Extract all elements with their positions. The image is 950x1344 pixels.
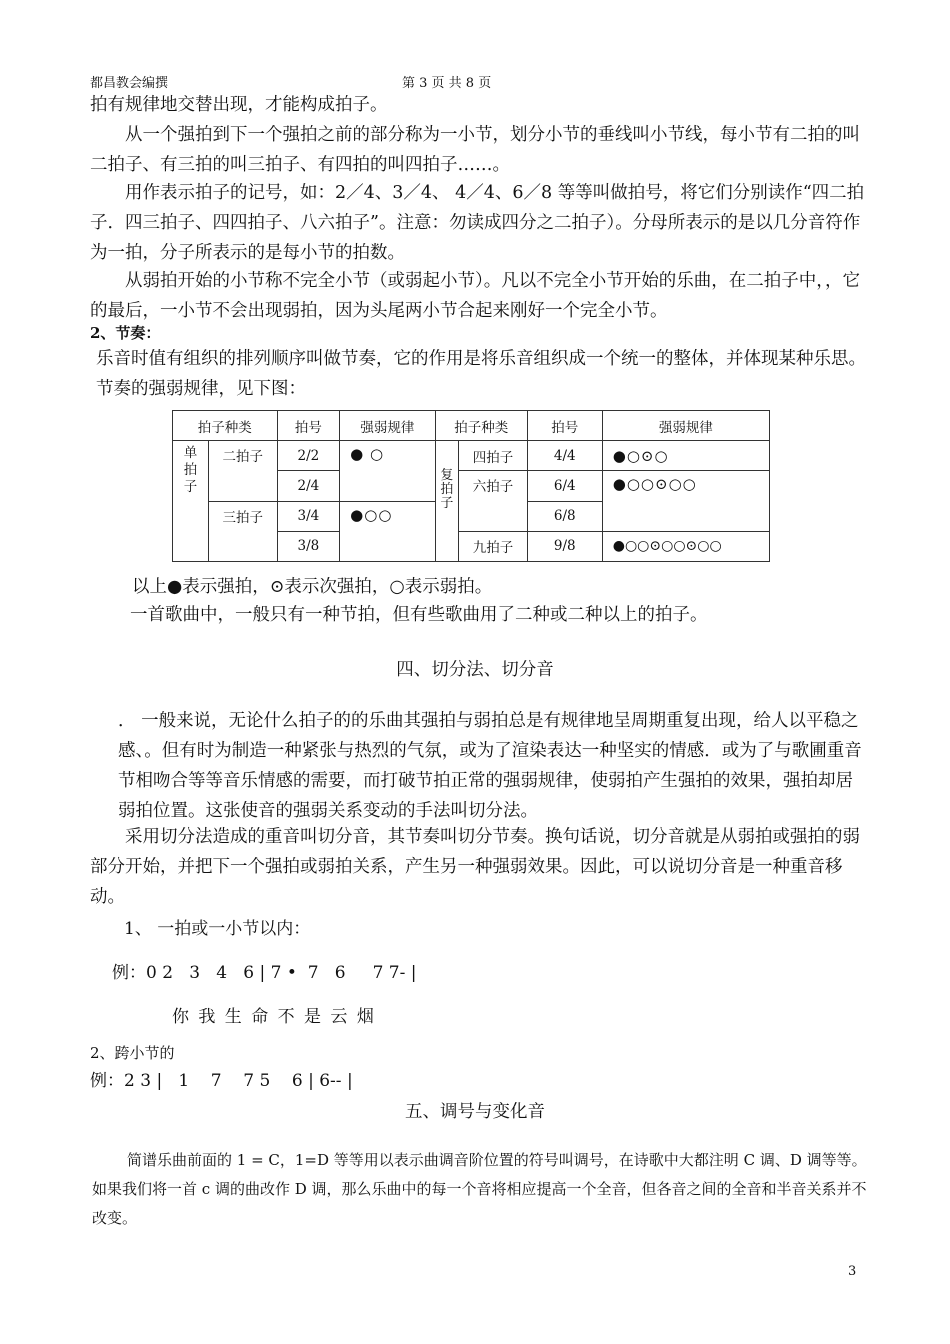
paragraph: 拍有规律地交替出现，才能构成拍子。 xyxy=(90,95,388,115)
beat-pattern: ●○○⊙○○ xyxy=(602,471,769,531)
nine-beat-label: 九拍子 xyxy=(459,531,528,561)
time-signature: 6/8 xyxy=(527,501,602,531)
paragraph: 一首歌曲中，一般只有一种节拍，但有些歌曲用了二种或二种以上的拍子。 xyxy=(130,605,708,625)
paragraph: ． 一般来说，无论什么拍子的的乐曲其强拍与弱拍总是有规律地呈周期重复出现，给人以平稳之感、。但有时为制造一种紧张与热烈的气氛，或为了渲染表达一种坚实的情感．或为了与歌圃重音节相吻合等等音乐情感的需要，而打破节拍正常的强弱规律，使弱拍产生强拍的效果，强拍却居弱拍位置。这张使音的强弱关系变动的手法叫切分法。 xyxy=(118,711,862,821)
legend: 以上●表示强拍，⊙表示次强拍，○表示弱拍。 xyxy=(132,577,493,597)
notation-example-1: 例：0 2 3 4 6 | 7 • 7 6 7 7- | xyxy=(112,963,417,983)
paragraph: 用作表示拍子的记号，如：2／4、3／4、 4／4、6／8 等等叫做拍号，将它们分别读作“四二拍子．四三拍子、四四拍子、八六拍子”。注意：勿读成四分之二拍子）。分母所表示的是以几分音符作为一拍，分子所表示的是每小节的拍数。 xyxy=(90,183,865,263)
beat-table xyxy=(172,410,770,562)
time-signature: 2/4 xyxy=(277,471,340,501)
list-item: 1、 一拍或一小节以内： xyxy=(124,919,311,939)
table-header: 拍子种类 xyxy=(173,411,278,441)
table-header: 拍号 xyxy=(277,411,340,441)
header-page-info: 第 3 页 共 8 页 xyxy=(402,76,492,91)
three-beat-label: 三拍子 xyxy=(208,501,277,561)
list-item: 2、跨小节的 xyxy=(90,1044,175,1062)
time-signature: 3/4 xyxy=(277,501,340,531)
beat-pattern: ●○⊙○ xyxy=(602,441,769,471)
table-header: 强弱规律 xyxy=(340,411,435,441)
time-signature: 2/2 xyxy=(277,441,340,471)
time-signature: 4/4 xyxy=(527,441,602,471)
simple-meter-label: 单拍子 xyxy=(173,441,209,562)
section-title-key-signature: 五、调号与变化音 xyxy=(405,1102,545,1122)
paragraph: 采用切分法造成的重音叫切分音，其节奏叫切分节奏。换句话说，切分音就是从弱拍或强拍的弱部分开始，并把下一个强拍或弱拍关系，产生另一种强弱效果。因此，可以说切分音是一种重音移动。 xyxy=(90,827,860,907)
paragraph: 从一个强拍到下一个强拍之前的部分称为一小节，划分小节的垂线叫小节线，每小节有二拍的叫二拍子、有三拍的叫三拍子、有四拍的叫四拍子……。 xyxy=(90,125,860,175)
beat-pattern: ● ○ xyxy=(340,441,435,501)
subheading-rhythm: 2、节奏： xyxy=(90,324,161,342)
time-signature: 3/8 xyxy=(277,531,340,561)
page-number: 3 xyxy=(848,1264,857,1279)
section-title-syncopation: 四、切分法、切分音 xyxy=(396,660,554,680)
lyrics: 你 我 生 命 不 是 云 烟 xyxy=(172,1007,376,1027)
time-signature: 9/8 xyxy=(527,531,602,561)
table-header: 拍子种类 xyxy=(435,411,527,441)
table-header: 拍号 xyxy=(527,411,602,441)
paragraph: 简谱乐曲前面的 1 = C，1=D 等等用以表示曲调音阶位置的符号叫调号，在诗歌中大都注明 C 调、D 调等等。如果我们将一首 c 调的曲改作 D 调，那么乐曲中的每一个音将相应提高一个全音，但各音之间的全音和半音关系并不改变。 xyxy=(92,1151,867,1227)
beat-pattern: ●○○ xyxy=(340,501,435,561)
header-author: 都昌教会编撰 xyxy=(90,76,169,91)
paragraph: 从弱拍开始的小节称不完全小节（或弱起小节）。凡以不完全小节开始的乐曲，在二拍子中，，它的最后，一小节不会出现弱拍，因为头尾两小节合起来刚好一个完全小节。 xyxy=(90,271,860,321)
six-beat-label: 六拍子 xyxy=(459,471,528,531)
table-header: 强弱规律 xyxy=(602,411,769,441)
paragraph: 乐音时值有组织的排列顺序叫做节奏，它的作用是将乐音组织成一个统一的整体，并体现某种乐思。节奏的强弱规律，见下图： xyxy=(96,349,866,399)
time-signature: 6/4 xyxy=(527,471,602,501)
compound-meter-label: 复拍子 xyxy=(435,441,459,562)
beat-pattern: ●○○⊙○○⊙○○ xyxy=(602,531,769,561)
two-beat-label: 二拍子 xyxy=(208,441,277,501)
notation-example-2: 例：2 3 | 1 7 7 5 6 | 6-- | xyxy=(90,1071,353,1091)
four-beat-label: 四拍子 xyxy=(459,441,528,471)
